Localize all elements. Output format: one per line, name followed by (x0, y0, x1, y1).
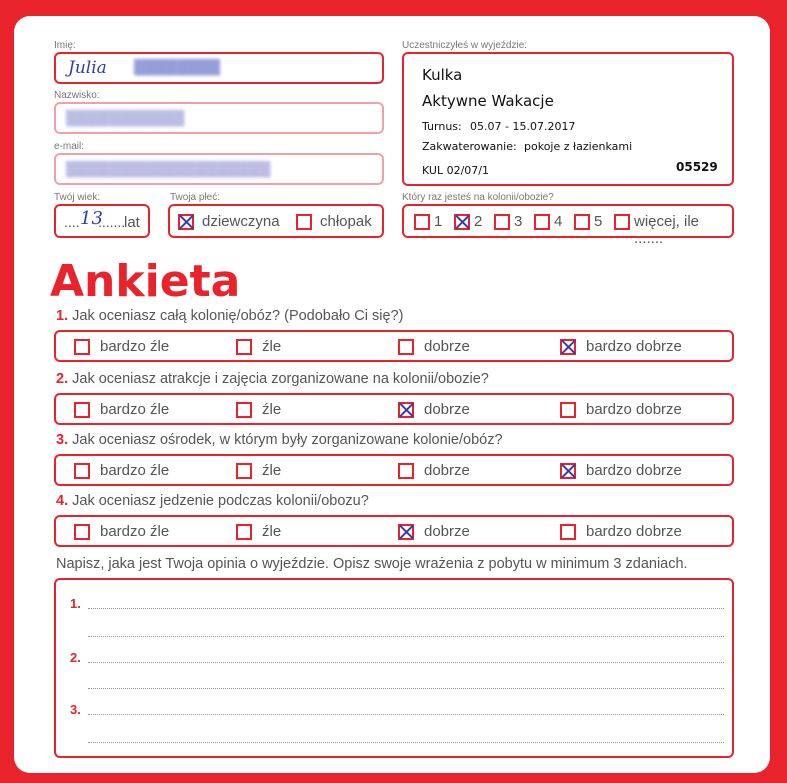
q1-option-2-label: źle (262, 338, 282, 355)
opinion-line-1-number: 1. (70, 596, 81, 611)
q3-option-4-checkbox[interactable] (560, 463, 576, 479)
times-more-checkbox[interactable] (614, 214, 630, 230)
age-dots-left: .... (64, 214, 80, 230)
q4-option-4-checkbox[interactable] (560, 524, 576, 540)
q3-option-4-label: bardzo dobrze (586, 462, 682, 479)
q1-option-1-checkbox[interactable] (74, 339, 90, 355)
question-3-number: 3. (56, 432, 69, 448)
question-1 (56, 308, 403, 324)
camp-program: Aktywne Wakacje (422, 92, 554, 110)
q4-option-2-label: źle (262, 523, 282, 540)
question-1-answers (54, 330, 734, 362)
gender-label: Twoja płeć: (170, 192, 221, 203)
age-field[interactable] (54, 204, 150, 238)
gender-girl-label: dziewczyna (202, 213, 280, 230)
opinion-line-2-number: 2. (70, 650, 81, 665)
q1-option-2-checkbox[interactable] (236, 339, 252, 355)
q1-option-1-label: bardzo źle (100, 338, 170, 355)
last-name-redacted: ▒▒▒▒▒▒▒▒▒▒▒ (66, 111, 185, 127)
q3-option-1-checkbox[interactable] (74, 463, 90, 479)
q2-option-4-label: bardzo dobrze (586, 401, 682, 418)
times-1-checkbox[interactable] (414, 214, 430, 230)
times-label: Który raz jesteś na kolonii/obozie? (402, 192, 554, 203)
gender-boy-checkbox[interactable] (296, 214, 312, 230)
age-unit: lat (124, 214, 140, 231)
q4-option-3-label: dobrze (424, 523, 470, 540)
opinion-line (88, 742, 724, 743)
q1-option-3-checkbox[interactable] (398, 339, 414, 355)
age-value: 13 (80, 208, 103, 229)
survey-title: Ankieta (50, 256, 241, 307)
gender-girl-checkbox[interactable] (178, 214, 194, 230)
camp-number: 05529 (676, 160, 718, 174)
opinion-line (88, 636, 724, 637)
times-1-label: 1 (434, 213, 443, 230)
q2-option-2-label: źle (262, 401, 282, 418)
q3-option-3-label: dobrze (424, 462, 470, 479)
times-4-checkbox[interactable] (534, 214, 550, 230)
last-name-label: Nazwisko: (54, 90, 100, 101)
first-name-field[interactable] (54, 52, 384, 84)
q4-option-4-label: bardzo dobrze (586, 523, 682, 540)
gender-field (168, 204, 384, 238)
opinion-prompt: Napisz, jaka jest Twoja opinia o wyjeździe. Opisz swoje wrażenia z pobytu w minimum 3 zdaniach. (56, 556, 688, 572)
camp-name: Kulka (422, 66, 463, 84)
age-dots-right: ....... (98, 214, 126, 230)
accommodation-label: Zakwaterowanie: (422, 140, 517, 153)
q4-option-1-label: bardzo źle (100, 523, 170, 540)
q1-option-3-label: dobrze (424, 338, 470, 355)
question-2-text: Jak oceniasz atrakcje i zajęcia zorganizowane na kolonii/obozie? (72, 371, 489, 387)
q4-option-1-checkbox[interactable] (74, 524, 90, 540)
question-3-text: Jak oceniasz ośrodek, w którym były zorganizowane kolonie/obóz? (72, 432, 503, 448)
last-name-field[interactable] (54, 102, 384, 134)
q2-option-4-checkbox[interactable] (560, 402, 576, 418)
turnus-label: Turnus: (422, 120, 462, 133)
question-1-text: Jak oceniasz całą kolonię/obóz? (Podobało Ci się?) (72, 308, 404, 324)
gender-boy-label: chłopak (320, 213, 372, 230)
question-3 (56, 432, 503, 448)
email-field[interactable] (54, 153, 384, 185)
times-5-label: 5 (594, 213, 603, 230)
first-name-label: Imię: (54, 40, 76, 51)
camp-info-box (402, 52, 734, 186)
q3-option-1-label: bardzo źle (100, 462, 170, 479)
email-redacted: ▒▒▒▒▒▒▒▒▒▒▒▒▒▒▒▒▒▒▒ (66, 162, 271, 178)
times-3-checkbox[interactable] (494, 214, 510, 230)
q2-option-1-label: bardzo źle (100, 401, 170, 418)
age-label: Twój wiek: (54, 192, 101, 203)
opinion-line (88, 714, 724, 715)
q2-option-3-checkbox[interactable] (398, 402, 414, 418)
question-2-number: 2. (56, 371, 69, 387)
opinion-line (88, 662, 724, 663)
first-name-value: Julia (68, 58, 107, 78)
survey-sheet (14, 16, 770, 773)
opinion-line (88, 688, 724, 689)
question-3-answers (54, 454, 734, 486)
accommodation-value: pokoje z łazienkami (524, 140, 633, 153)
question-4-answers (54, 515, 734, 547)
opinion-box[interactable] (54, 578, 734, 758)
q3-option-2-checkbox[interactable] (236, 463, 252, 479)
q1-option-4-label: bardzo dobrze (586, 338, 682, 355)
opinion-line-3-number: 3. (70, 702, 81, 717)
camp-code: KUL 02/07/1 (422, 164, 489, 177)
q1-option-4-checkbox[interactable] (560, 339, 576, 355)
question-1-number: 1. (56, 308, 69, 324)
surname-scribble: ▒▒▒▒▒▒▒▒ (134, 60, 221, 76)
question-4-text: Jak oceniasz jedzenie podczas kolonii/obozu? (72, 493, 369, 509)
question-2 (56, 371, 489, 387)
question-4 (56, 493, 369, 509)
q2-option-1-checkbox[interactable] (74, 402, 90, 418)
times-field (402, 204, 734, 247)
times-5-checkbox[interactable] (574, 214, 590, 230)
opinion-line (88, 608, 724, 609)
q3-option-2-label: źle (262, 462, 282, 479)
times-2-label: 2 (474, 213, 483, 230)
times-more-label: więcej, ile ....... (634, 213, 700, 247)
times-2-checkbox[interactable] (454, 214, 470, 230)
times-3-label: 3 (514, 213, 523, 230)
q4-option-2-checkbox[interactable] (236, 524, 252, 540)
question-4-number: 4. (56, 493, 69, 509)
question-2-answers (54, 393, 734, 425)
turnus-value: 05.07 - 15.07.2017 (470, 120, 576, 133)
q2-option-2-checkbox[interactable] (236, 402, 252, 418)
trip-label: Uczestniczyłeś w wyjeździe: (402, 40, 528, 51)
times-4-label: 4 (554, 213, 563, 230)
q2-option-3-label: dobrze (424, 401, 470, 418)
q3-option-3-checkbox[interactable] (398, 463, 414, 479)
email-label: e-mail: (54, 141, 85, 152)
q4-option-3-checkbox[interactable] (398, 524, 414, 540)
